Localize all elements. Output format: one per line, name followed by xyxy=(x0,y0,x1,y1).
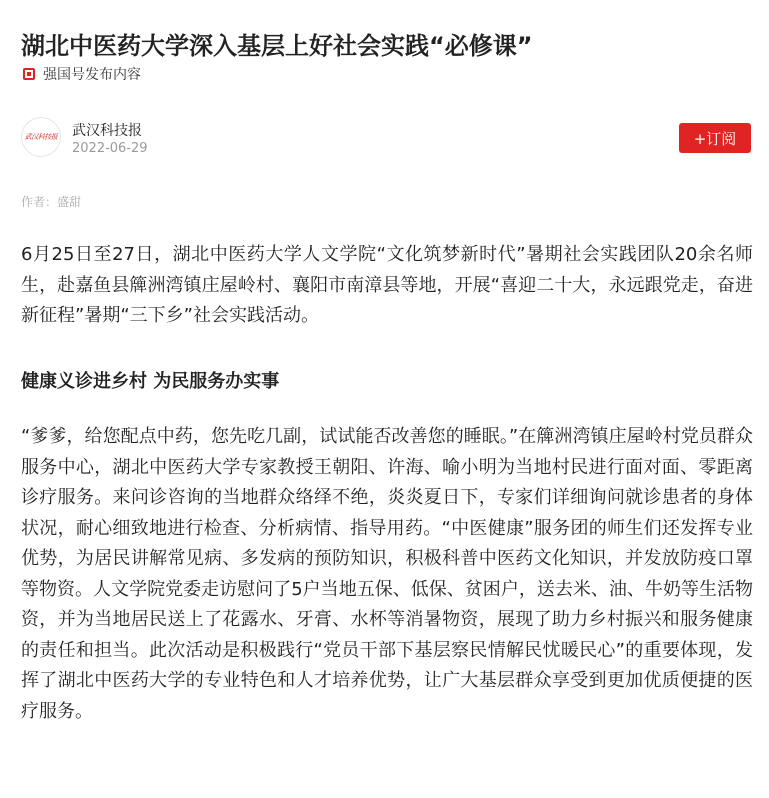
article-title: 湖北中医药大学深入基层上好社会实践“必修课” xyxy=(21,32,533,61)
publish-date: 2022-06-29 xyxy=(72,141,148,156)
publisher-row xyxy=(21,117,751,161)
article-paragraph-1: 6月25日至27日，湖北中医药大学人文学院“文化筑梦新时代”暑期社会实践团队20余名师生，赴嘉鱼县簰洲湾镇庄屋岭村、襄阳市南漳县等地，开展“喜迎二十大，永远跟党走，奋进新征程”暑期“三下乡”社会实践活动。 xyxy=(21,244,753,326)
xuexi-badge-icon xyxy=(23,68,35,80)
publisher-name[interactable]: 武汉科技报 xyxy=(72,123,142,139)
author-byline: 作者：盛甜 xyxy=(21,195,82,209)
publisher-logo-text: 武汉科技报 xyxy=(24,133,58,141)
source-tag xyxy=(23,64,141,84)
article-paragraph-2: “爹爹，给您配点中药，您先吃几副，试试能否改善您的睡眠。”在簰洲湾镇庄屋岭村党员群众服务中心，湖北中医药大学专家教授王朝阳、许海、喻小明为当地村民进行面对面、零距离诊疗服务。来问诊咨询的当地群众络绎不绝，炎炎夏日下，专家们详细询问就诊患者的身体状况，耐心细致地进行检查、分析病情、指导用药。“中医健康”服务团的师生们还发挥专业优势，为居民讲解常见病、多发病的预防知识，积极科普中医药文化知识，并发放防疫口罩等物资。人文学院党委走访慰问了5户当地五保、低保、贫困户，送去米、油、牛奶等生活物资，并为当地居民送上了花露水、牙膏、水杯等消暑物资，展现了助力乡村振兴和服务健康的责任和担当。此次活动是积极践行“党员干部下基层察民情解民忧暖民心”的重要体现，发挥了湖北中医药大学的专业特色和人才培养优势，让广大基层群众享受到更加优质便捷的医疗服务。 xyxy=(21,426,753,722)
section-heading: 健康义诊进乡村 为民服务办实事 xyxy=(21,371,280,392)
publisher-avatar[interactable] xyxy=(21,117,61,157)
subscribe-button[interactable]: +订阅 xyxy=(679,123,751,153)
source-label: 强国号发布内容 xyxy=(43,67,141,83)
